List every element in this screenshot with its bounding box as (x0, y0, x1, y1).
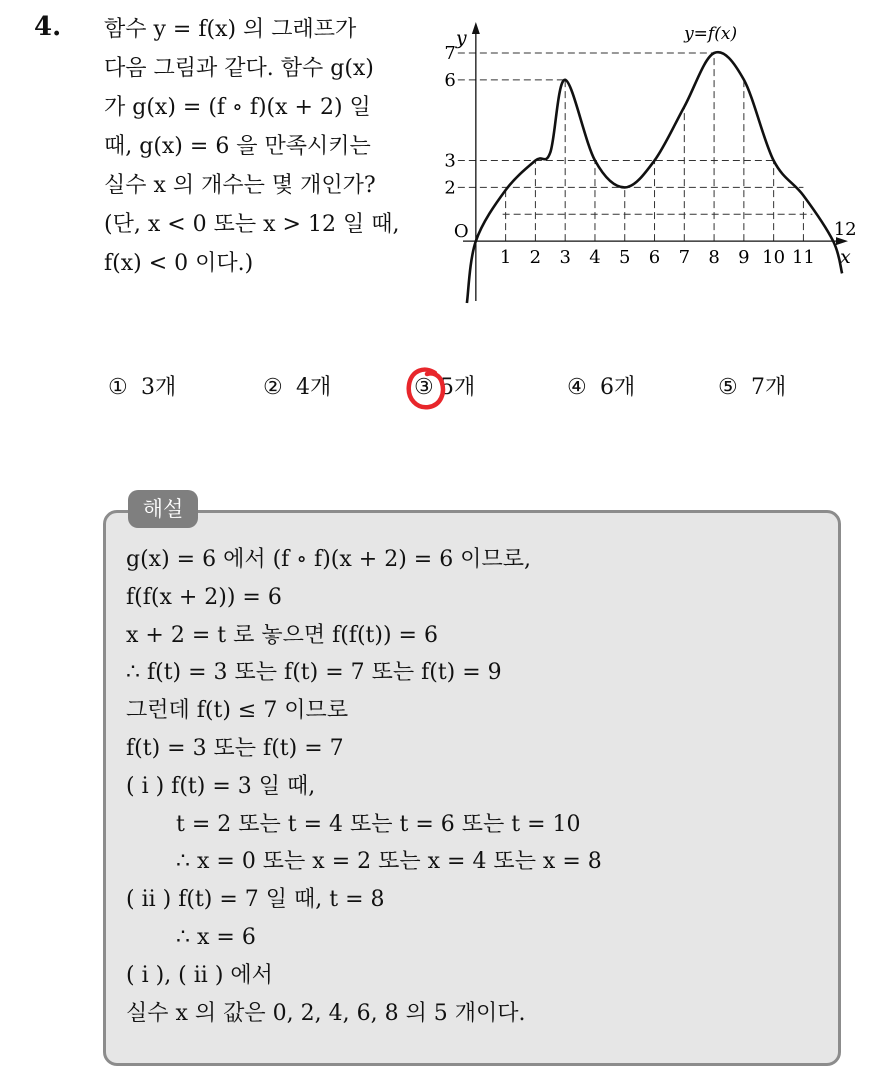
choice-5[interactable] (718, 370, 786, 401)
solution-tag: 해설 (128, 490, 198, 528)
choice-text: 5개 (440, 375, 476, 400)
solution-line: ∴ x = 0 또는 x = 2 또는 x = 4 또는 x = 8 (176, 849, 602, 875)
solution-line: ( ii ) f(t) = 7 일 때, t = 8 (126, 887, 385, 913)
x-tick-label: 6 (648, 247, 661, 269)
question-text (104, 10, 444, 283)
choice-mark: ④ (567, 375, 587, 400)
y-axis-label: y (455, 27, 467, 49)
y-tick-labels (444, 43, 455, 198)
x-tick-label: 1 (499, 247, 512, 269)
x-axis-label: x (840, 246, 851, 269)
choice-text: 6개 (600, 375, 636, 400)
choice-mark: ② (263, 375, 283, 400)
x-tick-label: 2 (529, 247, 542, 269)
choice-text: 3개 (141, 375, 177, 400)
x-tick-label: 4 (589, 247, 601, 269)
solution-line: ∴ f(t) = 3 또는 f(t) = 7 또는 f(t) = 9 (126, 660, 502, 686)
question-line: 실수 x 의 개수는 몇 개인가? (104, 173, 376, 198)
x-intercept-label: 12 (833, 219, 857, 241)
function-label: y=f(x) (684, 23, 738, 44)
x-tick-label: 10 (762, 247, 786, 269)
solution-line: ∴ x = 6 (176, 924, 256, 950)
solution-line: f(f(x + 2)) = 6 (126, 584, 282, 610)
choice-mark: ③ (414, 375, 434, 400)
solution-line: ( i ) f(t) = 3 일 때, (126, 773, 316, 799)
choice-4[interactable] (567, 370, 635, 401)
answer-circle-mark (405, 365, 447, 413)
x-tick-label: 3 (559, 247, 571, 269)
solution-line: 그런데 f(t) ≤ 7 이므로 (126, 698, 349, 724)
solution-line: x + 2 = t 로 놓으면 f(f(t)) = 6 (126, 622, 438, 648)
solution-line: t = 2 또는 t = 4 또는 t = 6 또는 t = 10 (176, 811, 581, 837)
solution-line: g(x) = 6 에서 (f ∘ f)(x + 2) = 6 이므로, (126, 547, 531, 572)
choice-text: 4개 (296, 375, 332, 400)
x-tick-label: 9 (738, 247, 750, 269)
choice-mark: ⑤ (718, 375, 738, 400)
x-tick-label: 7 (678, 247, 691, 269)
question-number: 4. (34, 12, 62, 42)
y-tick-label: 7 (444, 42, 456, 64)
choice-2[interactable] (263, 370, 331, 401)
question-line: 가 g(x) = (f ∘ f)(x + 2) 일 (104, 95, 371, 120)
x-tick-labels (500, 247, 815, 268)
x-tick-label: 8 (708, 247, 720, 269)
y-tick-label: 3 (444, 150, 456, 172)
x-tick-label: 11 (791, 247, 815, 269)
solution-text (126, 541, 826, 1032)
question-line: (단, x < 0 또는 x > 12 일 때, (104, 212, 400, 237)
y-axis-arrow-icon (472, 22, 480, 34)
y-tick-label: 2 (444, 177, 456, 199)
y-tick-label: 6 (444, 69, 456, 91)
choice-1[interactable] (108, 370, 176, 401)
question-line: f(x) < 0 이다.) (104, 251, 254, 276)
question-line: 다음 그림과 같다. 함수 g(x) (104, 56, 374, 81)
choice-text: 7개 (751, 375, 787, 400)
function-graph (444, 18, 860, 303)
x-tick-label: 5 (619, 247, 631, 269)
solution-line: ( i ), ( ii ) 에서 (126, 962, 273, 988)
graph-guide-lines (458, 53, 813, 241)
solution-line: f(t) = 3 또는 f(t) = 7 (126, 735, 344, 761)
choice-mark: ① (108, 375, 128, 400)
question-line: 때, g(x) = 6 을 만족시키는 (104, 134, 371, 159)
solution-line: 실수 x 의 값은 0, 2, 4, 6, 8 의 5 개이다. (126, 1000, 526, 1026)
question-line: 함수 y = f(x) 의 그래프가 (104, 17, 357, 42)
origin-label: O (453, 221, 469, 243)
